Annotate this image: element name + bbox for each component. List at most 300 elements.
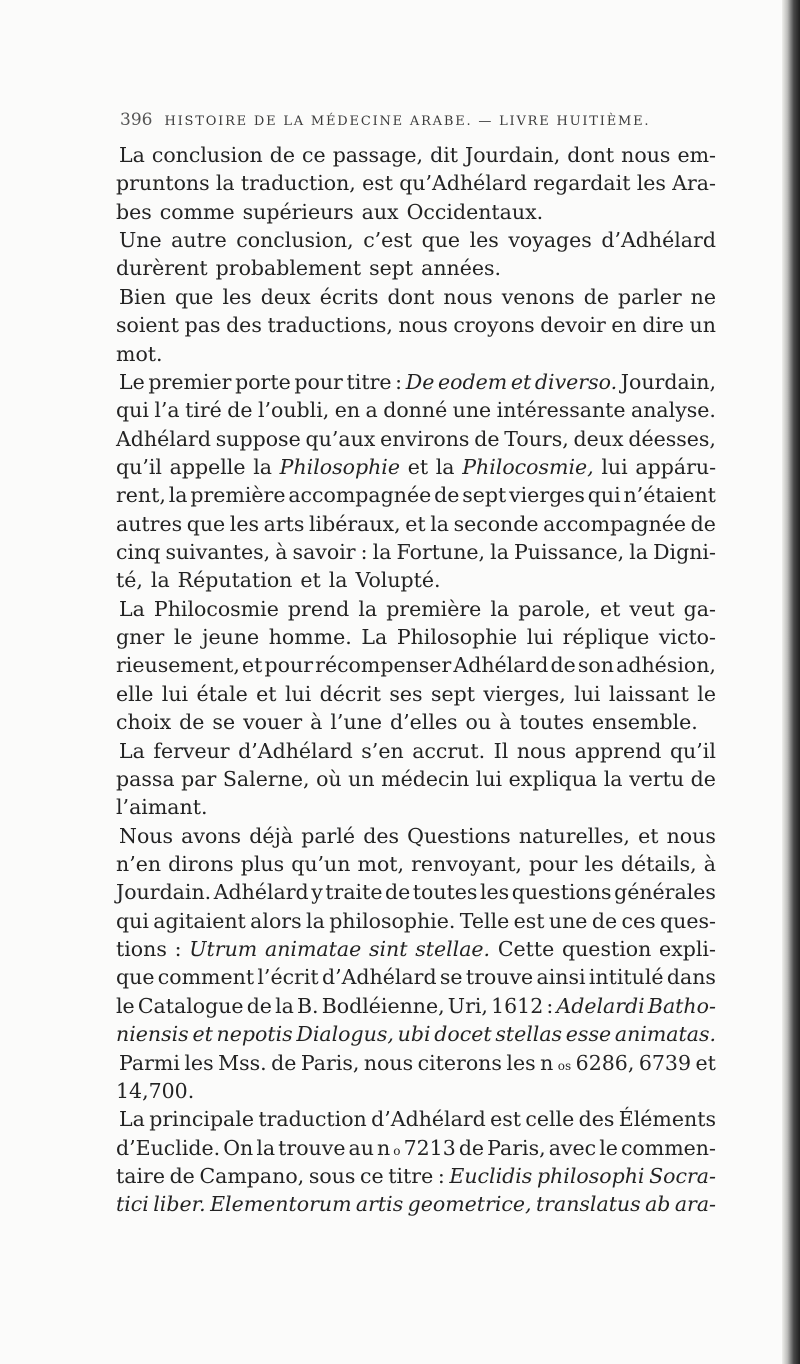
text-line bbox=[116, 481, 716, 509]
word: traduction bbox=[258, 1107, 367, 1132]
word: de bbox=[474, 426, 500, 451]
word: et bbox=[695, 1050, 716, 1075]
word: l’oubli, bbox=[257, 398, 330, 423]
word: nous bbox=[621, 143, 671, 167]
italic-word: Dialogus, bbox=[296, 1022, 394, 1047]
word: dit bbox=[430, 143, 459, 167]
word: porte bbox=[235, 369, 291, 394]
text-line bbox=[116, 850, 716, 878]
word: bes bbox=[116, 199, 152, 224]
text-line bbox=[116, 368, 716, 396]
word: ce bbox=[360, 1163, 384, 1188]
word: d’Adhélard bbox=[321, 965, 437, 990]
word: accompagnée bbox=[288, 483, 432, 508]
italic-word: docet bbox=[434, 1022, 492, 1047]
word: des bbox=[226, 313, 262, 338]
word: arts bbox=[263, 511, 305, 536]
word: l’aimant. bbox=[116, 795, 208, 820]
text-line bbox=[116, 1020, 716, 1048]
italic-word: tici bbox=[116, 1192, 149, 1217]
word: que bbox=[186, 511, 226, 536]
word: lui bbox=[161, 681, 189, 706]
word: premier bbox=[148, 369, 232, 394]
word: de bbox=[269, 143, 296, 167]
word: et bbox=[407, 454, 429, 479]
italic-word: Philosophie bbox=[279, 454, 400, 479]
body-text bbox=[116, 141, 716, 1219]
word: rent, bbox=[116, 483, 166, 508]
italic-word: translatus bbox=[535, 1192, 641, 1217]
word: titre bbox=[346, 369, 392, 394]
word: les bbox=[184, 1050, 214, 1075]
word: à bbox=[275, 540, 288, 565]
word: ensemble. bbox=[592, 710, 698, 735]
word: celle bbox=[525, 1107, 575, 1132]
word: mot, bbox=[357, 851, 405, 876]
word: adhésion, bbox=[616, 653, 716, 678]
text-line bbox=[116, 878, 716, 906]
word: la bbox=[490, 596, 510, 621]
word: Questions bbox=[407, 823, 511, 848]
italic-word: Philocosmie, bbox=[462, 454, 594, 479]
text-line bbox=[116, 340, 716, 368]
word: mot. bbox=[116, 341, 163, 366]
word: expliqua bbox=[508, 766, 598, 791]
text-line bbox=[116, 963, 716, 991]
word: la bbox=[430, 511, 449, 536]
word: intéressante bbox=[496, 398, 626, 423]
word: Digni- bbox=[653, 540, 716, 565]
word: lui bbox=[601, 454, 628, 479]
word: La bbox=[119, 1107, 145, 1132]
word: Volupté. bbox=[355, 568, 441, 593]
word: et bbox=[638, 823, 659, 848]
word: sept bbox=[369, 256, 414, 281]
word: par bbox=[181, 766, 217, 791]
word: supérieurs bbox=[242, 199, 354, 224]
word: c’est bbox=[363, 228, 413, 253]
text-line bbox=[116, 453, 716, 481]
word: ses bbox=[389, 681, 423, 706]
word: Paris, bbox=[300, 1050, 360, 1075]
word: citerons bbox=[417, 1050, 502, 1075]
text-line bbox=[116, 651, 716, 679]
word: médecin bbox=[381, 766, 470, 791]
word: pour bbox=[264, 653, 313, 678]
word: à bbox=[310, 710, 323, 735]
word: la bbox=[253, 454, 272, 479]
word: première bbox=[190, 483, 286, 508]
word: des bbox=[363, 823, 399, 848]
word: le bbox=[173, 625, 193, 650]
page-number: 396 bbox=[120, 110, 153, 130]
word: Catalogue bbox=[137, 993, 244, 1018]
word: questions bbox=[511, 880, 612, 905]
word: qu’il bbox=[116, 454, 162, 479]
word: titre bbox=[388, 1163, 434, 1188]
word: avons bbox=[181, 823, 242, 848]
word: jeune bbox=[202, 625, 260, 650]
word: Puissance, bbox=[514, 540, 625, 565]
italic-word: animatae bbox=[264, 937, 362, 962]
superscript: o bbox=[393, 1143, 401, 1158]
text-line bbox=[116, 992, 716, 1020]
word: une bbox=[452, 398, 492, 423]
word: Campano, bbox=[199, 1163, 305, 1188]
word: détails, bbox=[620, 851, 697, 876]
word: lui bbox=[526, 625, 554, 650]
word: aux bbox=[361, 199, 399, 224]
word: devoir bbox=[540, 313, 606, 338]
word: qui bbox=[116, 398, 149, 423]
word: nous bbox=[516, 738, 567, 763]
word: comment bbox=[157, 965, 255, 990]
word: elle bbox=[116, 681, 154, 706]
word: un bbox=[689, 313, 716, 338]
word: qui bbox=[116, 908, 149, 933]
italic-word: ubi bbox=[397, 1022, 431, 1047]
word: générales bbox=[614, 880, 716, 905]
text-line bbox=[116, 737, 716, 765]
italic-word: ab bbox=[645, 1192, 671, 1217]
word: déesses, bbox=[628, 426, 716, 451]
word: la bbox=[603, 766, 623, 791]
italic-word: ara- bbox=[674, 1192, 716, 1217]
text-line bbox=[116, 538, 716, 566]
italic-word: eodem bbox=[438, 369, 508, 394]
word: parler bbox=[618, 284, 682, 309]
text-line bbox=[116, 396, 716, 424]
word: libéraux, bbox=[308, 511, 401, 536]
word: que bbox=[174, 284, 214, 309]
word: que bbox=[116, 965, 155, 990]
word: la bbox=[372, 540, 392, 565]
word: passa bbox=[116, 766, 175, 791]
text-line bbox=[116, 169, 716, 197]
word: en bbox=[334, 398, 361, 423]
text-line bbox=[116, 254, 716, 282]
word: : bbox=[437, 1163, 445, 1188]
word: apprend bbox=[574, 738, 662, 763]
word: la bbox=[168, 483, 188, 508]
word: le bbox=[116, 993, 135, 1018]
word: La bbox=[119, 596, 145, 621]
italic-word: sint bbox=[368, 937, 408, 962]
word: ce bbox=[302, 143, 326, 167]
word: Jourdain. bbox=[116, 880, 212, 905]
word: n bbox=[377, 1135, 391, 1160]
text-line bbox=[116, 595, 716, 623]
word: la bbox=[215, 171, 235, 196]
word: toutes bbox=[519, 710, 585, 735]
word: agitaient bbox=[153, 908, 246, 933]
word: : bbox=[395, 369, 403, 394]
word: réplique bbox=[562, 625, 650, 650]
word: cinq bbox=[116, 540, 161, 565]
word: de bbox=[271, 1050, 297, 1075]
word: La bbox=[119, 738, 145, 763]
word: pour bbox=[529, 851, 578, 876]
word: Philosophie bbox=[396, 625, 518, 650]
italic-word: animatas. bbox=[614, 1022, 716, 1047]
word: à bbox=[703, 851, 716, 876]
word: expli- bbox=[659, 937, 716, 962]
word: sept bbox=[462, 483, 507, 508]
word: : bbox=[174, 937, 182, 962]
running-title: HISTOIRE DE LA MÉDECINE ARABE. — LIVRE HUITIÈME. bbox=[164, 114, 651, 129]
word: étale bbox=[196, 681, 248, 706]
text-line bbox=[116, 907, 716, 935]
word: Parmi bbox=[119, 1050, 180, 1075]
word: d’Adhélard bbox=[238, 738, 353, 763]
word: victo- bbox=[658, 625, 716, 650]
word: principale bbox=[149, 1107, 254, 1132]
word: vierges, bbox=[483, 681, 566, 706]
word: La bbox=[361, 625, 388, 650]
word: dire bbox=[642, 313, 684, 338]
italic-word: philosophi bbox=[536, 1163, 645, 1188]
word: qui bbox=[587, 483, 621, 508]
word: renvoyant, bbox=[411, 851, 522, 876]
word: Uri, bbox=[447, 993, 488, 1018]
word: de bbox=[583, 284, 609, 309]
text-line bbox=[116, 680, 716, 708]
word: voyages bbox=[508, 228, 592, 253]
word: Nous bbox=[119, 823, 174, 848]
word: décrit bbox=[319, 681, 381, 706]
word: Ara- bbox=[672, 171, 716, 196]
word: Adhélard bbox=[213, 880, 309, 905]
page-edge bbox=[782, 0, 800, 1364]
word: Bien bbox=[119, 284, 166, 309]
italic-word: nepotis bbox=[216, 1022, 293, 1047]
word: Éléments bbox=[618, 1107, 716, 1132]
word: Mss. bbox=[218, 1050, 267, 1075]
word: accompagnée bbox=[543, 511, 687, 536]
word: Bodléienne, bbox=[321, 993, 445, 1018]
word: analyse. bbox=[630, 398, 716, 423]
text-line bbox=[116, 1134, 716, 1162]
text-line bbox=[116, 623, 716, 651]
word: d’Euclide. bbox=[116, 1135, 221, 1160]
word: une bbox=[548, 908, 588, 933]
word: le bbox=[599, 1135, 618, 1160]
text-line bbox=[116, 822, 716, 850]
word: la bbox=[328, 568, 348, 593]
word: deux bbox=[260, 284, 311, 309]
word: est bbox=[490, 1107, 522, 1132]
word: Salerne, bbox=[222, 766, 310, 791]
word: la bbox=[275, 993, 294, 1018]
word: conclusion bbox=[151, 143, 263, 167]
word: parole, bbox=[518, 596, 591, 621]
word: la bbox=[629, 540, 649, 565]
italic-word: et bbox=[192, 1022, 213, 1047]
word: ferveur bbox=[153, 738, 230, 763]
word: la bbox=[150, 568, 170, 593]
text-line bbox=[116, 935, 716, 963]
word: rieusement, bbox=[116, 653, 240, 678]
word: environs bbox=[380, 426, 470, 451]
word: comme bbox=[159, 199, 235, 224]
word: Jourdain, bbox=[620, 369, 716, 394]
word: naturelles, bbox=[518, 823, 630, 848]
word: l’a bbox=[154, 398, 180, 423]
word: son bbox=[577, 653, 614, 678]
word: dans bbox=[666, 965, 716, 990]
word: Cette bbox=[497, 937, 555, 962]
word: appáru- bbox=[635, 454, 716, 479]
word: ainsi bbox=[536, 965, 586, 990]
word: Le bbox=[119, 369, 145, 394]
text-line bbox=[116, 1049, 716, 1077]
word: la bbox=[306, 908, 325, 933]
word: ne bbox=[690, 284, 716, 309]
text-line bbox=[116, 566, 716, 594]
word: écrits bbox=[319, 284, 379, 309]
word: prend bbox=[287, 596, 350, 621]
text-line bbox=[116, 1077, 716, 1105]
word: ces bbox=[621, 908, 656, 933]
word: Il bbox=[493, 738, 509, 763]
word: vouer bbox=[243, 710, 303, 735]
word: y bbox=[311, 880, 323, 905]
superscript: os bbox=[557, 1058, 572, 1073]
word: veut bbox=[629, 596, 675, 621]
running-head bbox=[120, 110, 716, 134]
word: vertu bbox=[629, 766, 685, 791]
word: regardait bbox=[533, 171, 631, 196]
word: de bbox=[458, 1135, 485, 1160]
italic-word: stellas bbox=[495, 1022, 563, 1047]
italic-word: Euclidis bbox=[449, 1163, 533, 1188]
word: soient bbox=[116, 313, 179, 338]
word: la bbox=[256, 1135, 276, 1160]
italic-word: De bbox=[405, 369, 435, 394]
word: 6286, bbox=[575, 1050, 635, 1075]
italic-word: Adelardi bbox=[556, 993, 645, 1018]
word: nous bbox=[666, 823, 716, 848]
word: autre bbox=[171, 228, 227, 253]
word: en bbox=[611, 313, 637, 338]
word: qu’aux bbox=[305, 426, 376, 451]
word: est bbox=[513, 908, 545, 933]
word: de bbox=[434, 483, 460, 508]
word: les bbox=[222, 284, 252, 309]
word: lui bbox=[475, 766, 503, 791]
word: de bbox=[179, 710, 205, 735]
italic-word: Utrum bbox=[189, 937, 258, 962]
word: des bbox=[578, 1107, 615, 1132]
word: les bbox=[506, 1050, 536, 1075]
word: récompenser bbox=[315, 653, 452, 678]
word: le bbox=[697, 681, 716, 706]
word: parlé bbox=[301, 823, 356, 848]
italic-word: Elementorum bbox=[210, 1192, 352, 1217]
word: se bbox=[212, 710, 236, 735]
word: durèrent bbox=[116, 256, 208, 281]
word: pas bbox=[184, 313, 221, 338]
word: l’écrit bbox=[257, 965, 319, 990]
word: qu’Adhélard bbox=[399, 171, 527, 196]
word: seconde bbox=[453, 511, 539, 536]
word: Adhélard bbox=[453, 653, 549, 678]
word: n’en bbox=[116, 851, 162, 876]
word: gner bbox=[116, 625, 165, 650]
word: l’une bbox=[330, 710, 382, 735]
word: 1612 bbox=[491, 993, 544, 1018]
word: pruntons bbox=[116, 171, 210, 196]
word: homme. bbox=[268, 625, 352, 650]
word: dont bbox=[567, 143, 615, 167]
text-line bbox=[116, 141, 716, 169]
word: les bbox=[636, 171, 666, 196]
italic-word: et bbox=[510, 369, 532, 394]
word: em- bbox=[677, 143, 716, 167]
word: té, bbox=[116, 568, 143, 593]
word: d’Adhélard bbox=[601, 228, 716, 253]
word: appelle bbox=[169, 454, 246, 479]
word: philosophie. bbox=[329, 908, 456, 933]
italic-word: esse bbox=[565, 1022, 612, 1047]
word: avec bbox=[548, 1135, 597, 1160]
word: première bbox=[386, 596, 482, 621]
word: de bbox=[385, 880, 411, 905]
word: laissant bbox=[608, 681, 689, 706]
word: 14,700. bbox=[116, 1078, 195, 1103]
word: Philocosmie bbox=[153, 596, 279, 621]
word: Occidentaux. bbox=[406, 199, 544, 224]
word: est bbox=[362, 171, 393, 196]
word: et bbox=[405, 511, 426, 536]
italic-word: Batho- bbox=[647, 993, 716, 1018]
word: trouve bbox=[465, 965, 534, 990]
word: ques- bbox=[660, 908, 716, 933]
word: deux bbox=[573, 426, 624, 451]
word: ou bbox=[465, 710, 492, 735]
italic-word: niensis bbox=[116, 1022, 189, 1047]
word: pour bbox=[294, 369, 343, 394]
word: les bbox=[469, 228, 499, 253]
word: choix bbox=[116, 710, 172, 735]
text-line bbox=[116, 765, 716, 793]
text-line bbox=[116, 793, 716, 821]
word: taire bbox=[116, 1163, 165, 1188]
word: la bbox=[435, 454, 455, 479]
word: la bbox=[358, 596, 378, 621]
word: autres bbox=[116, 511, 183, 536]
word: Une bbox=[119, 228, 162, 253]
word: conclusion, bbox=[236, 228, 354, 253]
word: déjà bbox=[249, 823, 294, 848]
word: nous bbox=[443, 284, 493, 309]
word: tiré bbox=[185, 398, 222, 423]
word: vierges bbox=[509, 483, 585, 508]
word: sept bbox=[430, 681, 475, 706]
word: 7213 bbox=[403, 1135, 456, 1160]
word: : bbox=[546, 993, 554, 1018]
word: commen- bbox=[620, 1135, 716, 1160]
text-line bbox=[116, 1105, 716, 1133]
word: dont bbox=[387, 284, 435, 309]
word: n’étaient bbox=[623, 483, 716, 508]
italic-word: artis bbox=[355, 1192, 404, 1217]
word: suppose bbox=[215, 426, 301, 451]
word: plus bbox=[240, 851, 285, 876]
word: B. bbox=[296, 993, 319, 1018]
word: Réputation bbox=[177, 568, 293, 593]
word: suivantes, bbox=[165, 540, 271, 565]
